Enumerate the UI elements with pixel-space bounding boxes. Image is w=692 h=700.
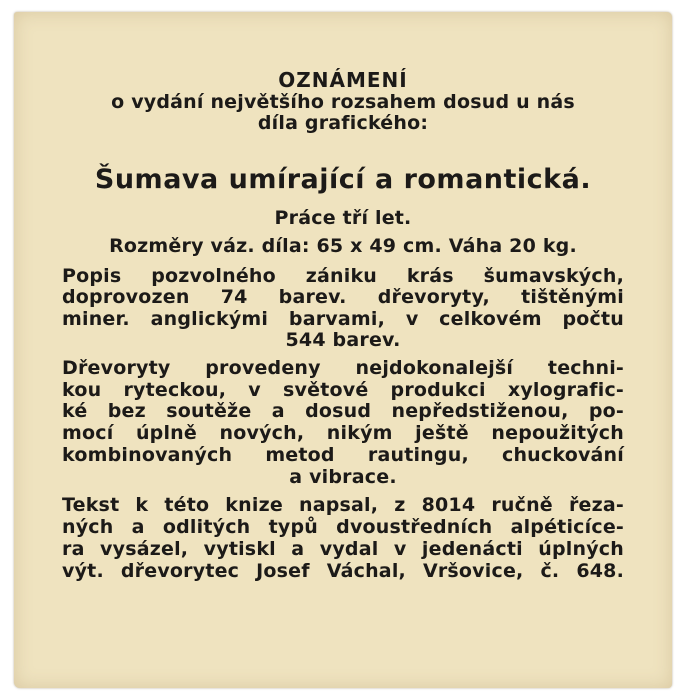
dimensions-weight: Rozměry váz. díla: 65 x 49 cm. Váha 20 kg.	[109, 235, 577, 257]
work-duration: Práce tří let.	[274, 207, 412, 229]
paragraph-2-line-4: mocí úplně nových, nikým ještě nepoužitých	[62, 422, 624, 444]
intro-line-2: díla grafického:	[257, 112, 429, 134]
paragraph-2-line-3: ké bez soutěže a dosud nepředstiženou, po-	[62, 400, 624, 422]
paragraph-2-line-1: Dřevoryty provedeny nejdokonalejší techni-	[62, 357, 624, 379]
intro-line-1: o vydání největšího rozsahem dosud u nás	[111, 91, 575, 113]
paragraph-3-line-3: ra vysázel, vytiskl a vydal v jedenácti úplných	[62, 538, 624, 560]
paragraph-3-line-2: ných a odlitých typů dvoustředních alpéticíce-	[62, 516, 624, 538]
paragraph-2-line-6: a vibrace.	[289, 466, 397, 488]
paragraph-2-line-5: kombinovaných metod rautingu, chuckování	[62, 444, 624, 466]
paragraph-3-line-4: výt. dřevorytec Josef Váchal, Vršovice, č. 648.	[62, 560, 624, 582]
book-title: Šumava umírající a romantická.	[94, 164, 592, 195]
paragraph-1-line-1: Popis pozvolného zániku krás šumavských,	[62, 265, 624, 287]
paragraph-1-line-4: 544 barev.	[285, 329, 401, 351]
paragraph-1-line-2: doprovozen 74 barev. dřevoryty, tištěnými	[62, 286, 624, 308]
announcement-title: OZNÁMENÍ	[278, 68, 408, 92]
paragraph-1-line-3: miner. anglickými barvami, v celkovém počtu	[62, 308, 624, 330]
paragraph-3-line-1: Tekst k této knize napsal, z 8014 ručně řeza-	[62, 494, 624, 516]
paragraph-2-line-2: kou ryteckou, v světové produkci xylografic-	[62, 379, 624, 401]
paper-sheet	[14, 12, 672, 688]
announcement-text	[14, 12, 672, 688]
